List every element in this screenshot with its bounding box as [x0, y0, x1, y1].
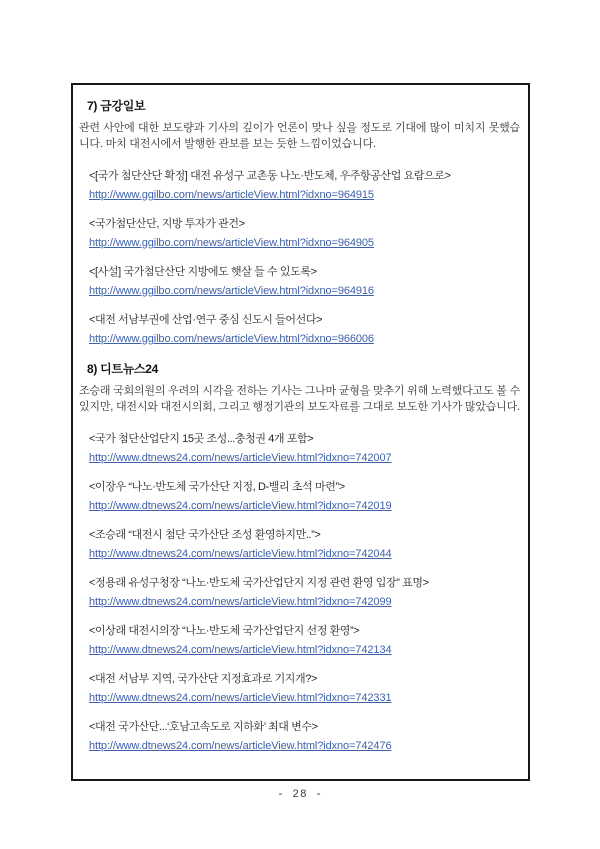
article-item: [89, 623, 520, 659]
article-item: [89, 168, 520, 204]
article-item: [89, 216, 520, 252]
article-link[interactable]: http://www.dtnews24.com/news/articleView.html?idxno=742476: [89, 740, 392, 752]
article-title: <국가 첨단산업단지 15곳 조성...충청권 4개 포함>: [89, 433, 314, 445]
article-item: [89, 264, 520, 300]
article-item: [89, 575, 520, 611]
article-title: <정용래 유성구청장 “나노·반도체 국가산업단지 지정 관련 환영 입장” 표명>: [89, 577, 429, 589]
article-item: [89, 479, 520, 515]
article-title: <대전 국가산단...‘호남고속도로 지하화’ 최대 변수>: [89, 721, 318, 733]
article-link[interactable]: http://www.dtnews24.com/news/articleView.html?idxno=742331: [89, 692, 392, 704]
article-link[interactable]: http://www.dtnews24.com/news/articleView.html?idxno=742134: [89, 644, 392, 656]
article-link[interactable]: http://www.ggilbo.com/news/articleView.html?idxno=964915: [89, 189, 374, 201]
article-link[interactable]: http://www.ggilbo.com/news/articleView.html?idxno=966006: [89, 333, 374, 345]
article-title: <[사설] 국가첨단산단 지방에도 햇살 들 수 있도록>: [89, 266, 317, 278]
article-title: <대전 서남부권에 산업·연구 중심 신도시 들어선다>: [89, 314, 323, 326]
article-link[interactable]: http://www.dtnews24.com/news/articleView.html?idxno=742007: [89, 452, 392, 464]
article-link[interactable]: http://www.dtnews24.com/news/articleView.html?idxno=742044: [89, 548, 392, 560]
article-title: <[국가 첨단산단 확정] 대전 유성구 교촌동 나노·반도체, 우주항공산업 요람으로>: [89, 170, 451, 182]
article-title: <이장우 “나노·반도체 국가산단 지정, D-밸리 초석 마련”>: [89, 481, 345, 493]
section-paragraph: 관련 사안에 대한 보도량과 기사의 깊이가 언론이 맞나 싶을 정도로 기대에 많이 미치지 못했습니다. 마치 대전시에서 발행한 관보를 보는 듯한 느낌이었습니다.: [79, 122, 520, 150]
article-title: <국가첨단산단, 지방 투자가 관건>: [89, 218, 245, 230]
article-item: [89, 431, 520, 467]
content-frame: [71, 83, 530, 781]
section-geumgang-ilbo: [79, 97, 520, 348]
article-item: [89, 527, 520, 563]
article-title: <이상래 대전시의장 “나노·반도체 국가산업단지 선정 환영”>: [89, 625, 360, 637]
article-link[interactable]: http://www.dtnews24.com/news/articleView.html?idxno=742019: [89, 500, 392, 512]
article-title: <대전 서남부 지역, 국가산단 지정효과로 기지개?>: [89, 673, 317, 685]
section-dtnews24: [79, 360, 520, 755]
section-heading: 8) 디트뉴스24: [87, 362, 159, 376]
section-heading: 7) 금강일보: [87, 99, 146, 113]
page-number: - 28 -: [277, 789, 323, 801]
article-item: [89, 719, 520, 755]
article-item: [89, 312, 520, 348]
article-item: [89, 671, 520, 707]
article-link[interactable]: http://www.ggilbo.com/news/articleView.html?idxno=964905: [89, 237, 374, 249]
article-title: <조승래 “대전시 첨단 국가산단 조성 환영하지만..”>: [89, 529, 321, 541]
article-link[interactable]: http://www.ggilbo.com/news/articleView.html?idxno=964916: [89, 285, 374, 297]
section-paragraph: 조승래 국회의원의 우려의 시각을 전하는 기사는 그나마 균형을 맞추기 위해 노력했다고도 볼 수 있지만, 대전시와 대전시의회, 그리고 행정기관의 보도자료를 그대로 보도한 기사가 많았습니다.: [79, 385, 520, 413]
article-link[interactable]: http://www.dtnews24.com/news/articleView.html?idxno=742099: [89, 596, 392, 608]
